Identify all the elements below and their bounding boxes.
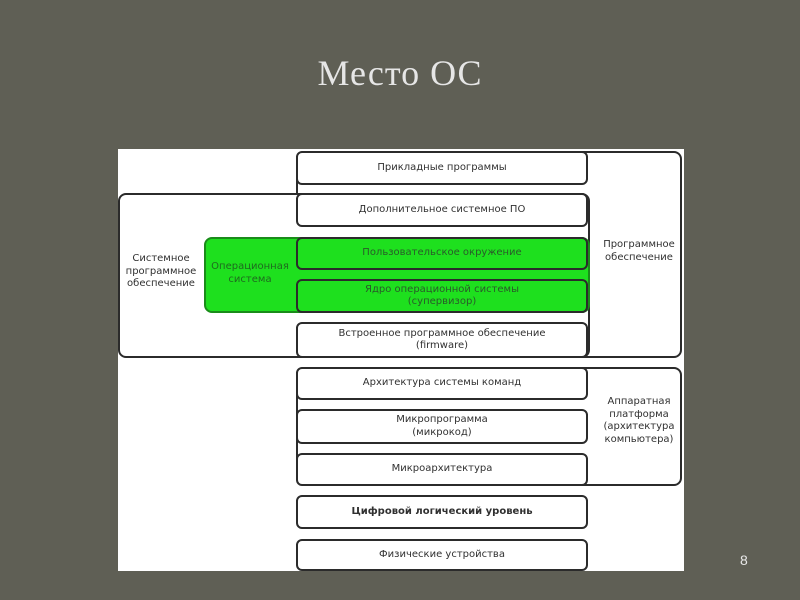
- layer-microarchitecture: Микроархитектура: [296, 453, 588, 486]
- system-software-group-label: Системное программное обеспечение: [125, 253, 197, 289]
- layer-microprogram: Микропрограмма (микрокод): [296, 409, 588, 444]
- software-group-label: Программное обеспечение: [603, 239, 675, 263]
- layer-additional-system-software: Дополнительное системное ПО: [296, 193, 588, 227]
- layer-digital-logic: Цифровой логический уровень: [296, 495, 588, 529]
- slide-title: Место ОС: [317, 53, 483, 93]
- hardware-platform-group-label: Аппаратная платформа (архитектура компьютера): [603, 396, 675, 445]
- layer-os-kernel: Ядро операционной системы (супервизор): [296, 279, 588, 313]
- slide-number: 8: [740, 552, 748, 568]
- operating-system-group-label: Операционная система: [211, 261, 289, 285]
- layer-application-programs: Прикладные программы: [296, 151, 588, 185]
- layer-user-environment: Пользовательское окружение: [296, 237, 588, 270]
- layer-instruction-set-architecture: Архитектура системы команд: [296, 367, 588, 400]
- os-place-diagram: [118, 149, 684, 571]
- layer-firmware: Встроенное программное обеспечение (firmware): [296, 322, 588, 358]
- layer-physical-devices: Физические устройства: [296, 539, 588, 571]
